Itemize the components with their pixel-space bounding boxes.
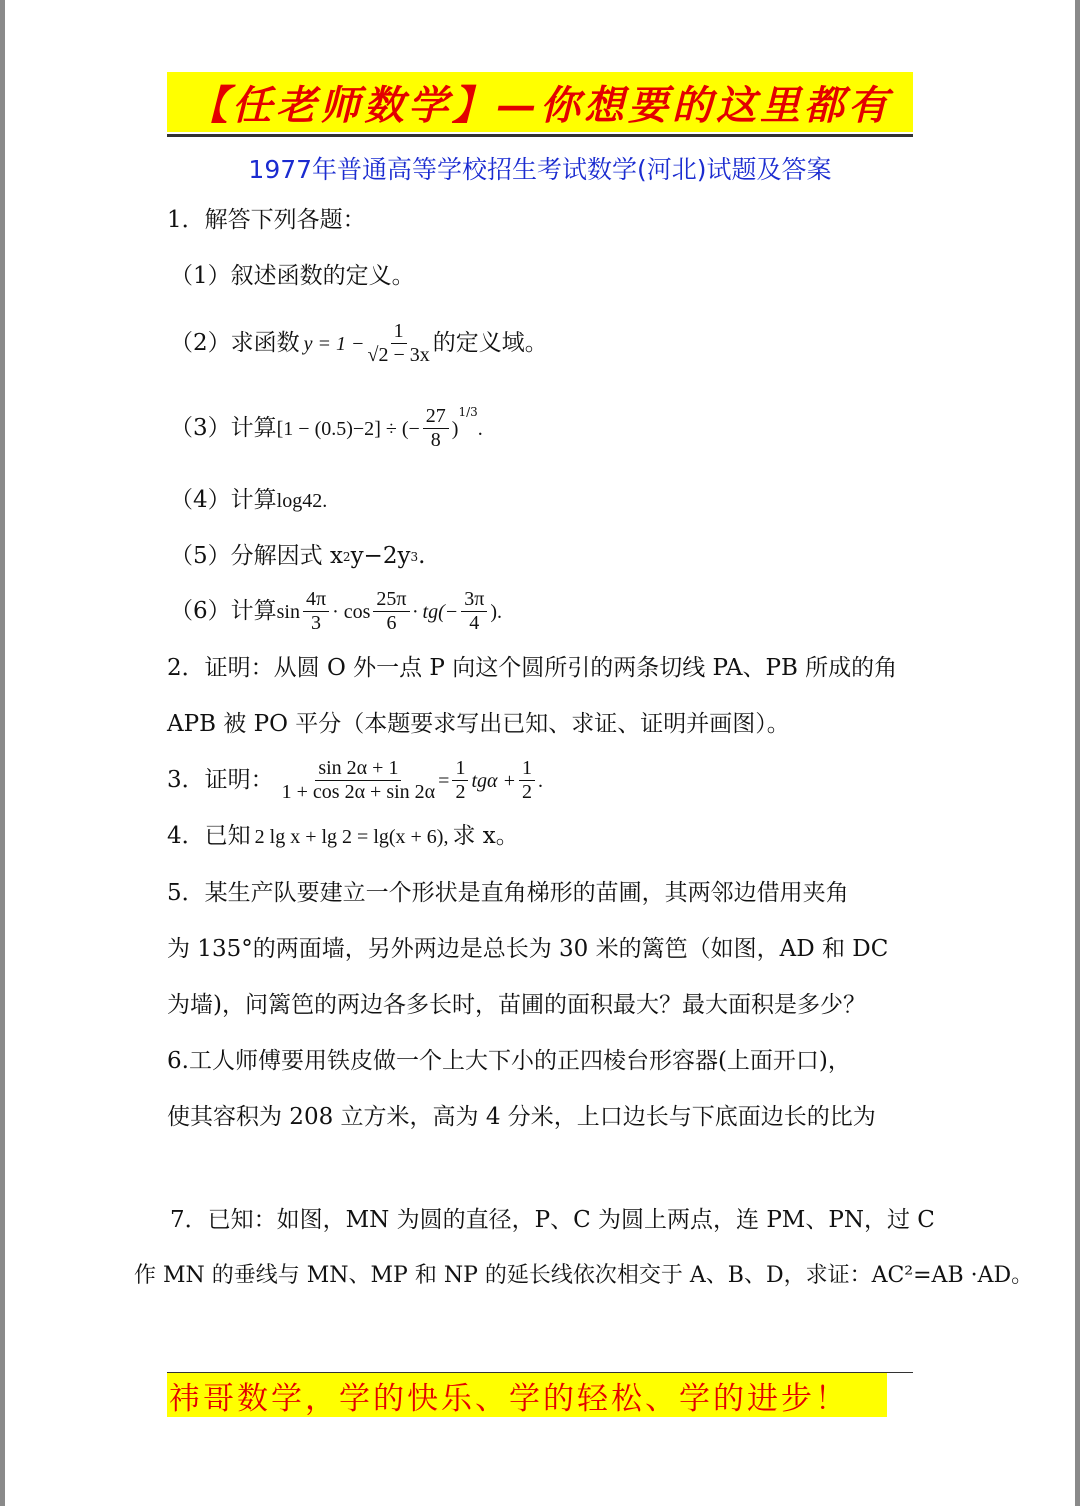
denominator: 2 (522, 781, 532, 803)
math: 2 lg x + lg 2 = lg(x + 6), (254, 825, 449, 848)
exponent: 3 (410, 549, 419, 564)
label: （2）求函数 (170, 329, 300, 356)
q1-part2 (170, 320, 548, 367)
q1-part5 (170, 543, 425, 571)
math: · cos (332, 600, 371, 623)
math: . (538, 769, 543, 792)
exponent: −2 (352, 417, 375, 440)
document-title: 1977年普通高等学校招生考试数学(河北)试题及答案 (248, 155, 832, 184)
label: （3）计算 (170, 414, 277, 441)
numerator: 1 (519, 757, 535, 781)
exponent: 1/3 (458, 405, 478, 419)
q2-line2: APB 被 PO 平分（本题要求写出已知、求证、证明并画图）。 (167, 711, 790, 737)
footer-banner: 祎哥数学，学的快乐、学的轻松、学的进步！ (167, 1373, 887, 1417)
math: y = 1 − (303, 332, 365, 355)
text: 的定义域。 (432, 329, 548, 356)
fraction (373, 588, 409, 635)
label: （6）计算 (170, 597, 277, 624)
text: y−2y (350, 543, 411, 569)
fraction (461, 588, 487, 635)
q1-part1: （1）叙述函数的定义。 (170, 263, 415, 289)
denominator: 6 (386, 612, 397, 634)
numerator: 1 (391, 320, 407, 344)
math: ) (451, 417, 459, 440)
math: 2. (312, 489, 328, 512)
math: tgα + (471, 769, 516, 792)
math: [1 − (0.5) (276, 417, 353, 440)
q7-line1: 7．已知：如图，MN 为圆的直径，P、C 为圆上两点，连 PM、PN，过 C (170, 1207, 935, 1233)
q7-line2: 作 MN 的垂线与 MN、MP 和 NP 的延长线依次相交于 A、B、D，求证：AC²=AB ·AD。 (134, 1263, 1034, 1288)
q1-stem: 1．解答下列各题： (167, 207, 366, 233)
fraction (452, 757, 468, 804)
denominator: 2 (455, 781, 466, 803)
fraction (368, 320, 430, 367)
math: sin (276, 600, 300, 623)
q5-line3: 为墙)，问篱笆的两边各多长时，苗圃的面积最大？最大面积是多少？ (167, 992, 866, 1018)
math: · tg(− (412, 600, 459, 623)
q6-line1: 6.工人师傅要用铁皮做一个上大下小的正四棱台形容器(上面开口)， (167, 1048, 851, 1074)
q5-line1: 5．某生产队要建立一个形状是直角梯形的苗圃，其两邻边借用夹角 (167, 880, 849, 906)
text: 求 x。 (452, 823, 519, 849)
q1-part4 (170, 487, 327, 515)
q4 (167, 823, 519, 851)
label: （4）计算 (170, 487, 277, 513)
exponent: 2 (342, 549, 351, 564)
math: ] ÷ (− (374, 417, 420, 440)
text: . (418, 543, 426, 569)
numerator: 27 (423, 405, 449, 429)
left-edge (0, 0, 5, 1506)
numerator: sin 2α + 1 (315, 757, 401, 781)
label: 3．证明： (167, 766, 274, 793)
fraction (282, 757, 436, 804)
denominator: 1 + cos 2α + sin 2α (281, 781, 436, 803)
math: log (276, 489, 303, 512)
q1-part6 (170, 588, 502, 635)
q2-line1: 2．证明：从圆 O 外一点 P 向这个圆所引的两条切线 PA、PB 所成的角 (167, 655, 898, 681)
numerator: 1 (452, 757, 468, 781)
log-base: 4 (302, 489, 313, 512)
right-edge (1075, 0, 1080, 1506)
header-banner: 【任老师数学】—你想要的这里都有 (167, 72, 913, 132)
fraction (303, 588, 329, 635)
q3 (167, 757, 543, 804)
divider (167, 134, 913, 137)
math: = (438, 769, 450, 792)
fraction (423, 405, 449, 452)
math: . (477, 417, 483, 440)
label: （5）分解因式 x (170, 543, 343, 569)
denominator: 8 (430, 429, 441, 451)
numerator: 25π (373, 588, 409, 612)
denominator: 3 (311, 612, 322, 634)
denominator: 4 (469, 612, 480, 634)
denominator: √2 − 3x (367, 344, 430, 366)
q6-line2: 使其容积为 208 立方米，高为 4 分米，上口边长与下底面边长的比为 (167, 1104, 876, 1130)
q1-part3 (170, 405, 483, 452)
fraction (519, 757, 535, 804)
q5-line2: 为 135°的两面墙，另外两边是总长为 30 米的篱笆（如图，AD 和 DC (167, 936, 889, 962)
label: 4．已知 (167, 823, 251, 849)
math: ). (490, 600, 503, 623)
numerator: 4π (303, 588, 329, 612)
numerator: 3π (461, 588, 487, 612)
